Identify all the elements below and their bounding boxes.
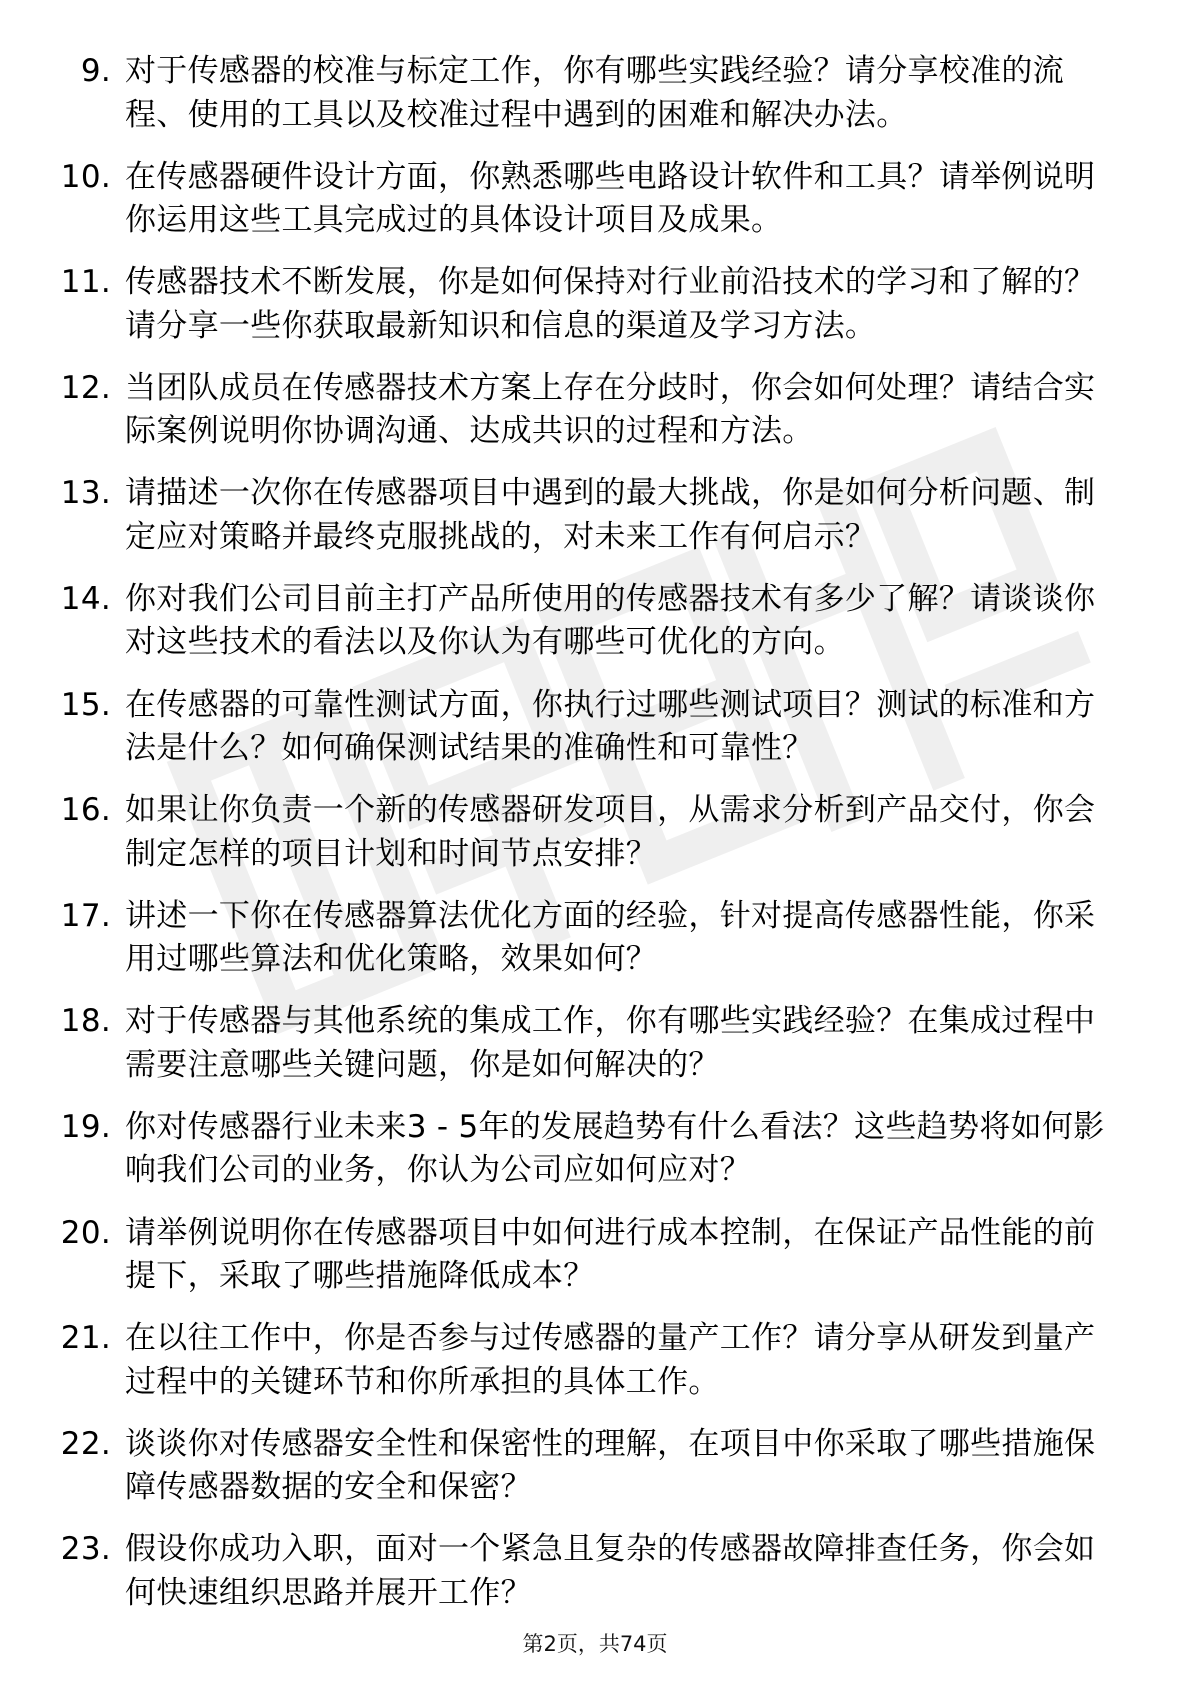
question-number: 21. bbox=[60, 1320, 111, 1357]
question-number: 14. bbox=[60, 580, 111, 617]
question-text: 在传感器的可靠性测试方面，你执行过哪些测试项目？测试的标准和方法是什么？如何确保测试结果的准确性和可靠性？ bbox=[125, 686, 1096, 767]
question-text: 假设你成功入职，面对一个紧急且复杂的传感器故障排查任务，你会如何快速组织思路并展开工作？ bbox=[125, 1531, 1096, 1611]
question-item bbox=[58, 1106, 1118, 1193]
question-item bbox=[58, 156, 1118, 243]
question-text: 在传感器硬件设计方面，你熟悉哪些电路设计软件和工具？请举例说明你运用这些工具完成过的具体设计项目及成果。 bbox=[125, 158, 1096, 239]
question-item bbox=[58, 1423, 1118, 1510]
question-item bbox=[58, 789, 1118, 876]
question-number: 16. bbox=[60, 792, 111, 829]
question-item bbox=[58, 261, 1118, 348]
question-number: 12. bbox=[60, 369, 111, 406]
question-item bbox=[58, 684, 1118, 771]
page-number-footer: 第2页，共74页 bbox=[522, 1632, 668, 1656]
question-number: 22. bbox=[60, 1425, 111, 1462]
question-text: 讲述一下你在传感器算法优化方面的经验，针对提高传感器性能，你采用过哪些算法和优化策略，效果如何？ bbox=[125, 897, 1096, 978]
question-text: 请描述一次你在传感器项目中遇到的最大挑战，你是如何分析问题、制定应对策略并最终克服挑战的，对未来工作有何启示？ bbox=[125, 475, 1096, 555]
question-text: 对于传感器的校准与标定工作，你有哪些实践经验？请分享校准的流程、使用的工具以及校准过程中遇到的困难和解决办法。 bbox=[125, 53, 1064, 133]
question-number: 9. bbox=[80, 53, 111, 89]
question-number: 17. bbox=[60, 897, 111, 934]
question-number: 20. bbox=[60, 1214, 111, 1251]
question-text: 当团队成员在传感器技术方案上存在分歧时，你会如何处理？请结合实际案例说明你协调沟通、达成共识的过程和方法。 bbox=[125, 369, 1096, 450]
question-text: 你对我们公司目前主打产品所使用的传感器技术有多少了解？请谈谈你对这些技术的看法以及你认为有哪些可优化的方向。 bbox=[125, 580, 1096, 661]
question-item bbox=[58, 1317, 1118, 1404]
question-number: 13. bbox=[60, 475, 111, 512]
question-item bbox=[58, 367, 1118, 454]
question-item bbox=[58, 895, 1118, 982]
question-text: 传感器技术不断发展，你是如何保持对行业前沿技术的学习和了解的？请分享一些你获取最新知识和信息的渠道及学习方法。 bbox=[125, 264, 1096, 344]
question-text: 请举例说明你在传感器项目中如何进行成本控制，在保证产品性能的前提下，采取了哪些措施降低成本？ bbox=[125, 1214, 1096, 1295]
question-item bbox=[58, 50, 1118, 137]
question-item bbox=[58, 578, 1118, 665]
question-number: 10. bbox=[60, 158, 111, 195]
question-text: 在以往工作中，你是否参与过传感器的量产工作？请分享从研发到量产过程中的关键环节和你所承担的具体工作。 bbox=[125, 1320, 1096, 1400]
question-number: 11. bbox=[60, 264, 111, 301]
question-item bbox=[58, 472, 1118, 559]
question-text: 你对传感器行业未来3 - 5年的发展趋势有什么看法？这些趋势将如何影响我们公司的业务，你认为公司应如何应对？ bbox=[125, 1108, 1105, 1189]
question-item bbox=[58, 1212, 1118, 1299]
question-text: 对于传感器与其他系统的集成工作，你有哪些实践经验？在集成过程中需要注意哪些关键问题，你是如何解决的？ bbox=[125, 1003, 1096, 1083]
question-item bbox=[58, 1528, 1118, 1615]
question-number: 19. bbox=[60, 1108, 111, 1145]
question-text: 如果让你负责一个新的传感器研发项目，从需求分析到产品交付，你会制定怎样的项目计划和时间节点安排？ bbox=[125, 792, 1096, 872]
question-list bbox=[58, 50, 1118, 1634]
question-number: 18. bbox=[60, 1003, 111, 1040]
question-text: 谈谈你对传感器安全性和保密性的理解，在项目中你采取了哪些措施保障传感器数据的安全和保密？ bbox=[125, 1425, 1096, 1506]
question-item bbox=[58, 1000, 1118, 1087]
question-number: 23. bbox=[60, 1531, 111, 1568]
question-number: 15. bbox=[60, 686, 111, 723]
